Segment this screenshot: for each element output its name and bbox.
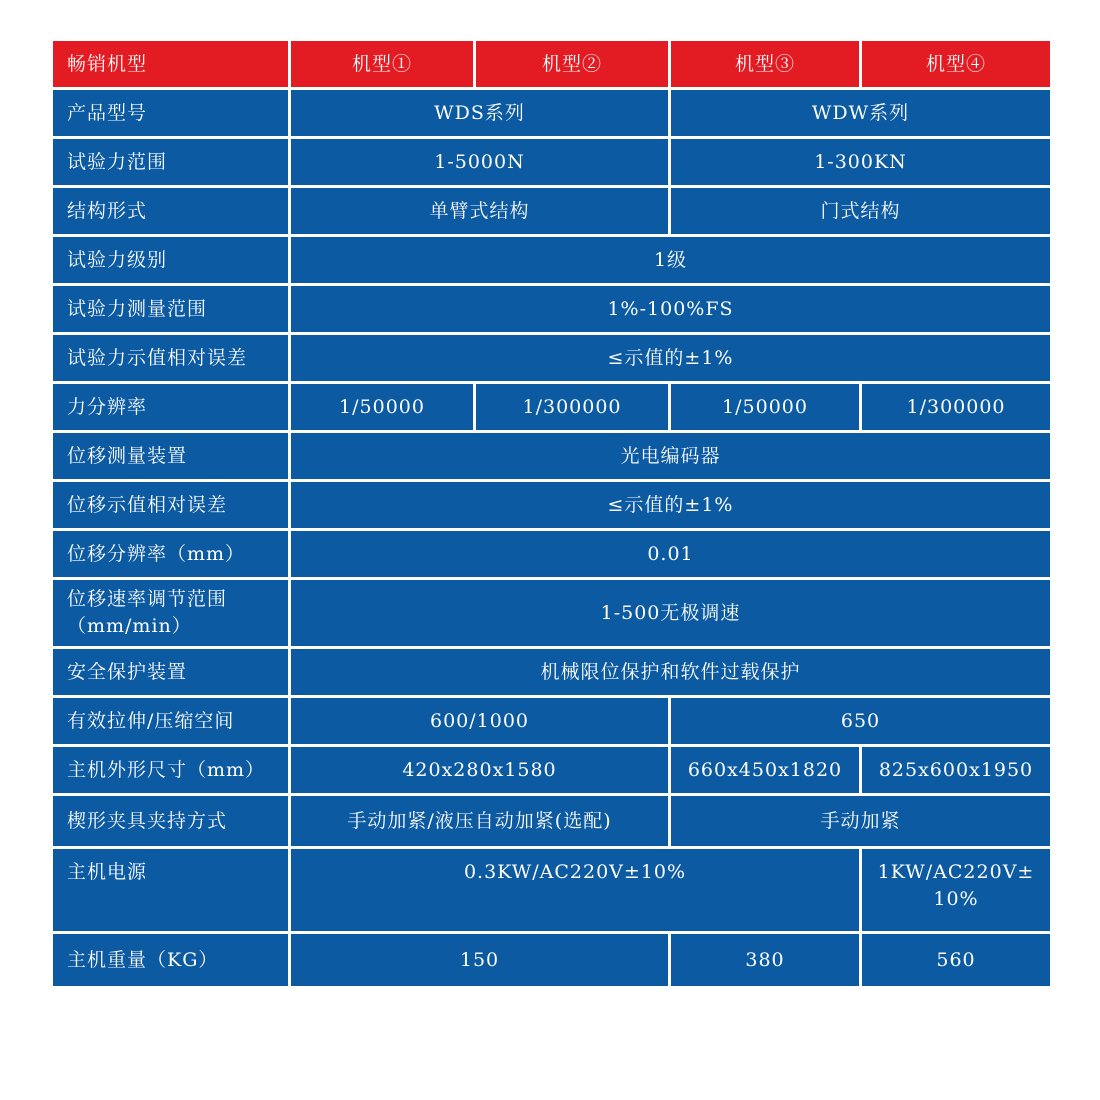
table-row <box>52 334 1052 383</box>
header-cell-model-3: 机型③ <box>670 40 861 89</box>
table-cell: 825x600x1950 <box>861 746 1052 795</box>
row-label: 力分辨率 <box>52 383 290 432</box>
table-cell: WDS系列 <box>290 89 670 138</box>
table-row <box>52 481 1052 530</box>
table-cell: 门式结构 <box>670 187 1052 236</box>
row-label: 楔形夹具夹持方式 <box>52 795 290 848</box>
table-row <box>52 746 1052 795</box>
row-label <box>52 579 290 648</box>
row-label: 试验力级别 <box>52 236 290 285</box>
table-cell: 1/50000 <box>290 383 475 432</box>
table-cell: 1%-100%FS <box>290 285 1052 334</box>
table-cell: WDW系列 <box>670 89 1052 138</box>
row-label-line-2: （mm/min） <box>67 615 192 637</box>
row-label: 试验力范围 <box>52 138 290 187</box>
table-row <box>52 933 1052 988</box>
table-cell: 0.3KW/AC220V±10% <box>290 848 861 933</box>
row-label: 位移分辨率（mm） <box>52 530 290 579</box>
table-cell: 机械限位保护和软件过载保护 <box>290 648 1052 697</box>
header-cell-model-2: 机型② <box>475 40 670 89</box>
table-cell: 手动加紧/液压自动加紧(选配) <box>290 795 670 848</box>
table-cell: 单臂式结构 <box>290 187 670 236</box>
spec-table <box>50 38 1053 989</box>
table-cell: 1-500无极调速 <box>290 579 1052 648</box>
table-row <box>52 697 1052 746</box>
row-label: 主机外形尺寸（mm） <box>52 746 290 795</box>
table-cell: 660x450x1820 <box>670 746 861 795</box>
table-cell: ≤示值的±1% <box>290 334 1052 383</box>
table-row <box>52 848 1052 933</box>
table-row <box>52 579 1052 648</box>
table-cell: 光电编码器 <box>290 432 1052 481</box>
table-row <box>52 285 1052 334</box>
table-cell: 1-300KN <box>670 138 1052 187</box>
row-label: 主机重量（KG） <box>52 933 290 988</box>
table-cell: 1-5000N <box>290 138 670 187</box>
table-cell: 420x280x1580 <box>290 746 670 795</box>
table-cell: 150 <box>290 933 670 988</box>
table-cell: ≤示值的±1% <box>290 481 1052 530</box>
row-label: 主机电源 <box>52 848 290 933</box>
header-cell-category: 畅销机型 <box>52 40 290 89</box>
table-row <box>52 187 1052 236</box>
table-row <box>52 795 1052 848</box>
table-cell: 1级 <box>290 236 1052 285</box>
table-cell: 380 <box>670 933 861 988</box>
table-row <box>52 236 1052 285</box>
table-cell: 0.01 <box>290 530 1052 579</box>
table-row <box>52 89 1052 138</box>
table-row <box>52 138 1052 187</box>
table-cell: 1/300000 <box>861 383 1052 432</box>
table-cell <box>861 848 1052 933</box>
row-label: 结构形式 <box>52 187 290 236</box>
row-label: 位移测量装置 <box>52 432 290 481</box>
header-cell-model-4: 机型④ <box>861 40 1052 89</box>
row-label: 产品型号 <box>52 89 290 138</box>
table-row <box>52 383 1052 432</box>
cell-line-2: 10% <box>933 888 979 910</box>
table-cell: 600/1000 <box>290 697 670 746</box>
table-cell: 1/50000 <box>670 383 861 432</box>
row-label: 位移示值相对误差 <box>52 481 290 530</box>
table-row <box>52 530 1052 579</box>
row-label: 试验力测量范围 <box>52 285 290 334</box>
row-label: 有效拉伸/压缩空间 <box>52 697 290 746</box>
row-label-line-1: 位移速率调节范围 <box>67 588 228 610</box>
header-row <box>52 40 1052 89</box>
table-cell: 手动加紧 <box>670 795 1052 848</box>
table-cell: 560 <box>861 933 1052 988</box>
header-cell-model-1: 机型① <box>290 40 475 89</box>
table-row <box>52 648 1052 697</box>
table-cell: 650 <box>670 697 1052 746</box>
table-cell: 1/300000 <box>475 383 670 432</box>
row-label: 安全保护装置 <box>52 648 290 697</box>
table-row <box>52 432 1052 481</box>
cell-line-1: 1KW/AC220V± <box>877 861 1035 883</box>
row-label: 试验力示值相对误差 <box>52 334 290 383</box>
